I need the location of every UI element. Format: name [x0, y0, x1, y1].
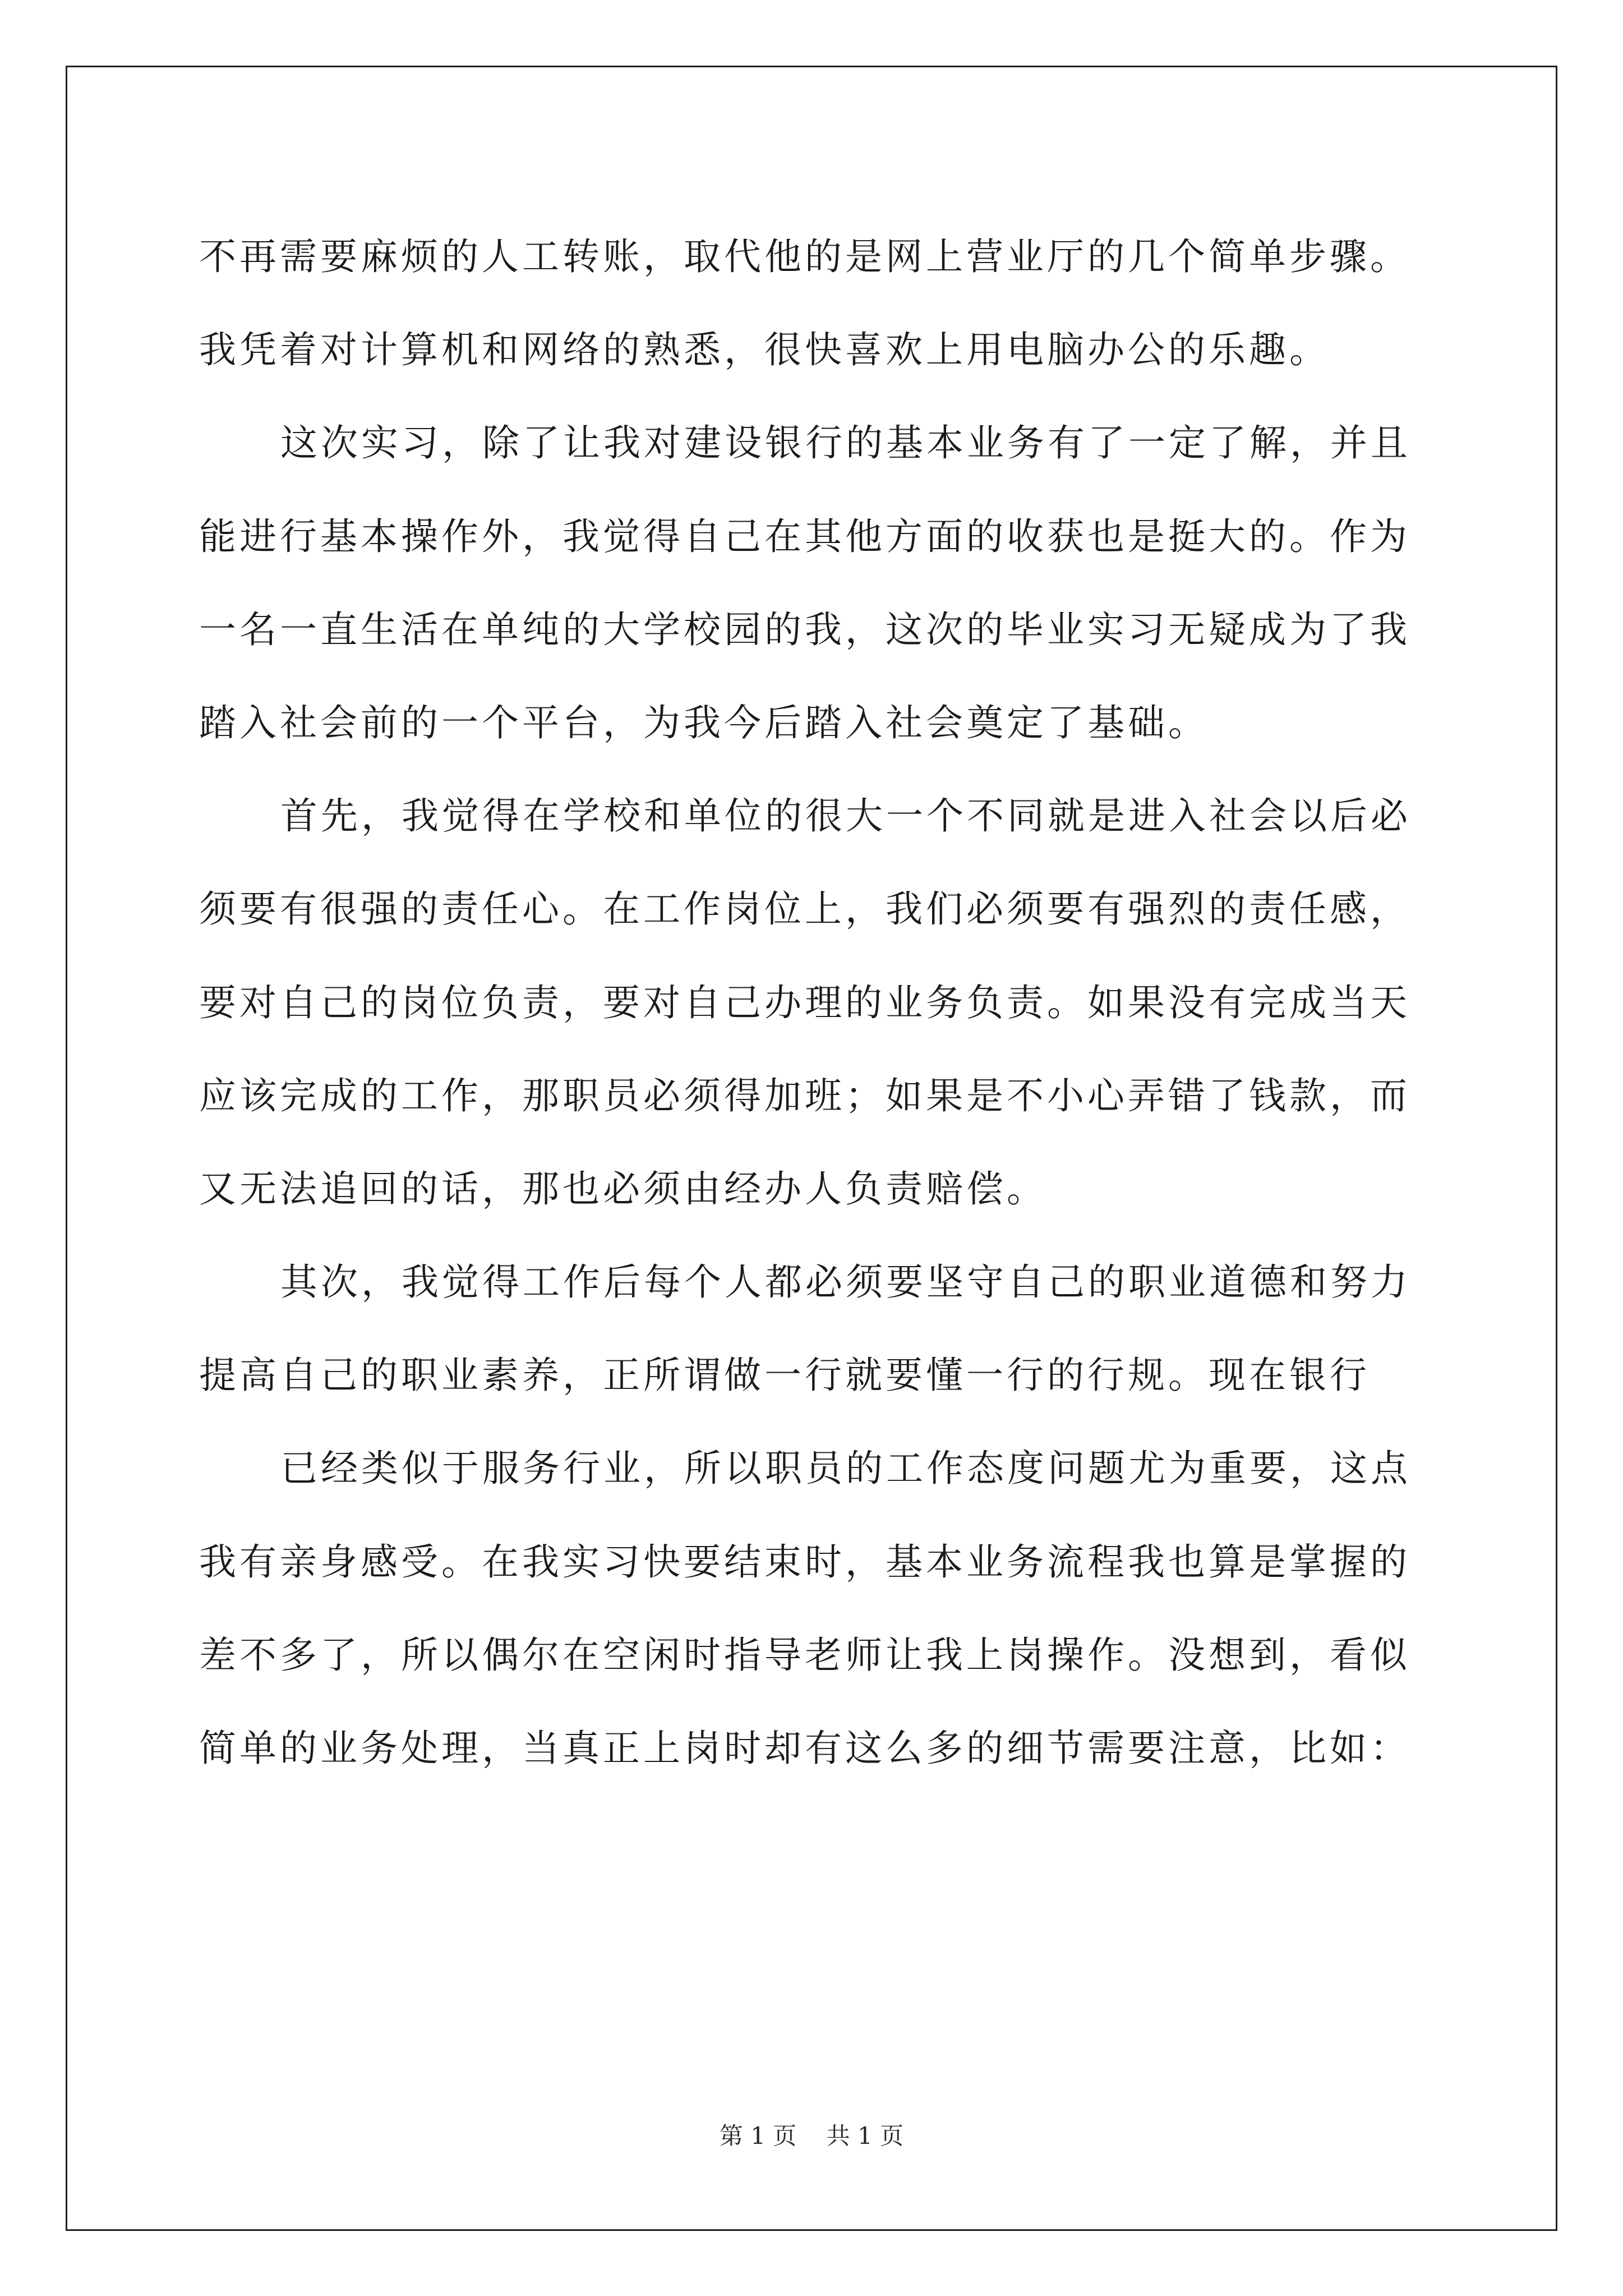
text-line: 又无法追回的话，那也必须由经办人负责赔偿。 [199, 1167, 1047, 1211]
text-line: 须要有很强的责任心。在工作岗位上，我们必须要有强烈的责任感， [199, 887, 1410, 931]
text-line: 能进行基本操作外，我觉得自己在其他方面的收获也是挺大的。作为 [199, 514, 1410, 558]
text-line: 我凭着对计算机和网络的熟悉，很快喜欢上用电脑办公的乐趣。 [199, 328, 1330, 372]
text-line: 差不多了，所以偶尔在空闲时指导老师让我上岗操作。没想到，看似 [199, 1633, 1410, 1677]
page-number: 第 1 页 [719, 2122, 797, 2150]
paragraph-start-line: 已经类似于服务行业，所以职员的工作态度问题尤为重要，这点 [280, 1447, 1411, 1490]
text-line: 应该完成的工作，那职员必须得加班；如果是不小心弄错了钱款，而 [199, 1074, 1410, 1117]
text-line: 要对自己的岗位负责，要对自己办理的业务负责。如果没有完成当天 [199, 981, 1410, 1024]
text-line: 不再需要麻烦的人工转账，取代他的是网上营业厅的几个简单步骤。 [199, 235, 1410, 278]
paragraph-start-line: 首先，我觉得在学校和单位的很大一个不同就是进入社会以后必 [280, 794, 1411, 838]
page-footer [0, 2118, 1623, 2151]
text-line: 我有亲身感受。在我实习快要结束时，基本业务流程我也算是掌握的 [199, 1540, 1410, 1584]
text-line: 提高自己的职业素养，正所谓做一行就要懂一行的行规。现在银行 [199, 1354, 1370, 1397]
document-body [199, 210, 1433, 1795]
text-line: 踏入社会前的一个平台，为我今后踏入社会奠定了基础。 [199, 701, 1209, 744]
text-line: 简单的业务处理，当真正上岗时却有这么多的细节需要注意，比如： [199, 1727, 1410, 1770]
text-line: 一名一直生活在单纯的大学校园的我，这次的毕业实习无疑成为了我 [199, 608, 1410, 651]
paragraph-start-line: 其次，我觉得工作后每个人都必须要坚守自己的职业道德和努力 [280, 1260, 1411, 1304]
page-total: 共 1 页 [826, 2122, 904, 2150]
paragraph-start-line: 这次实习，除了让我对建设银行的基本业务有了一定了解，并且 [280, 421, 1411, 465]
